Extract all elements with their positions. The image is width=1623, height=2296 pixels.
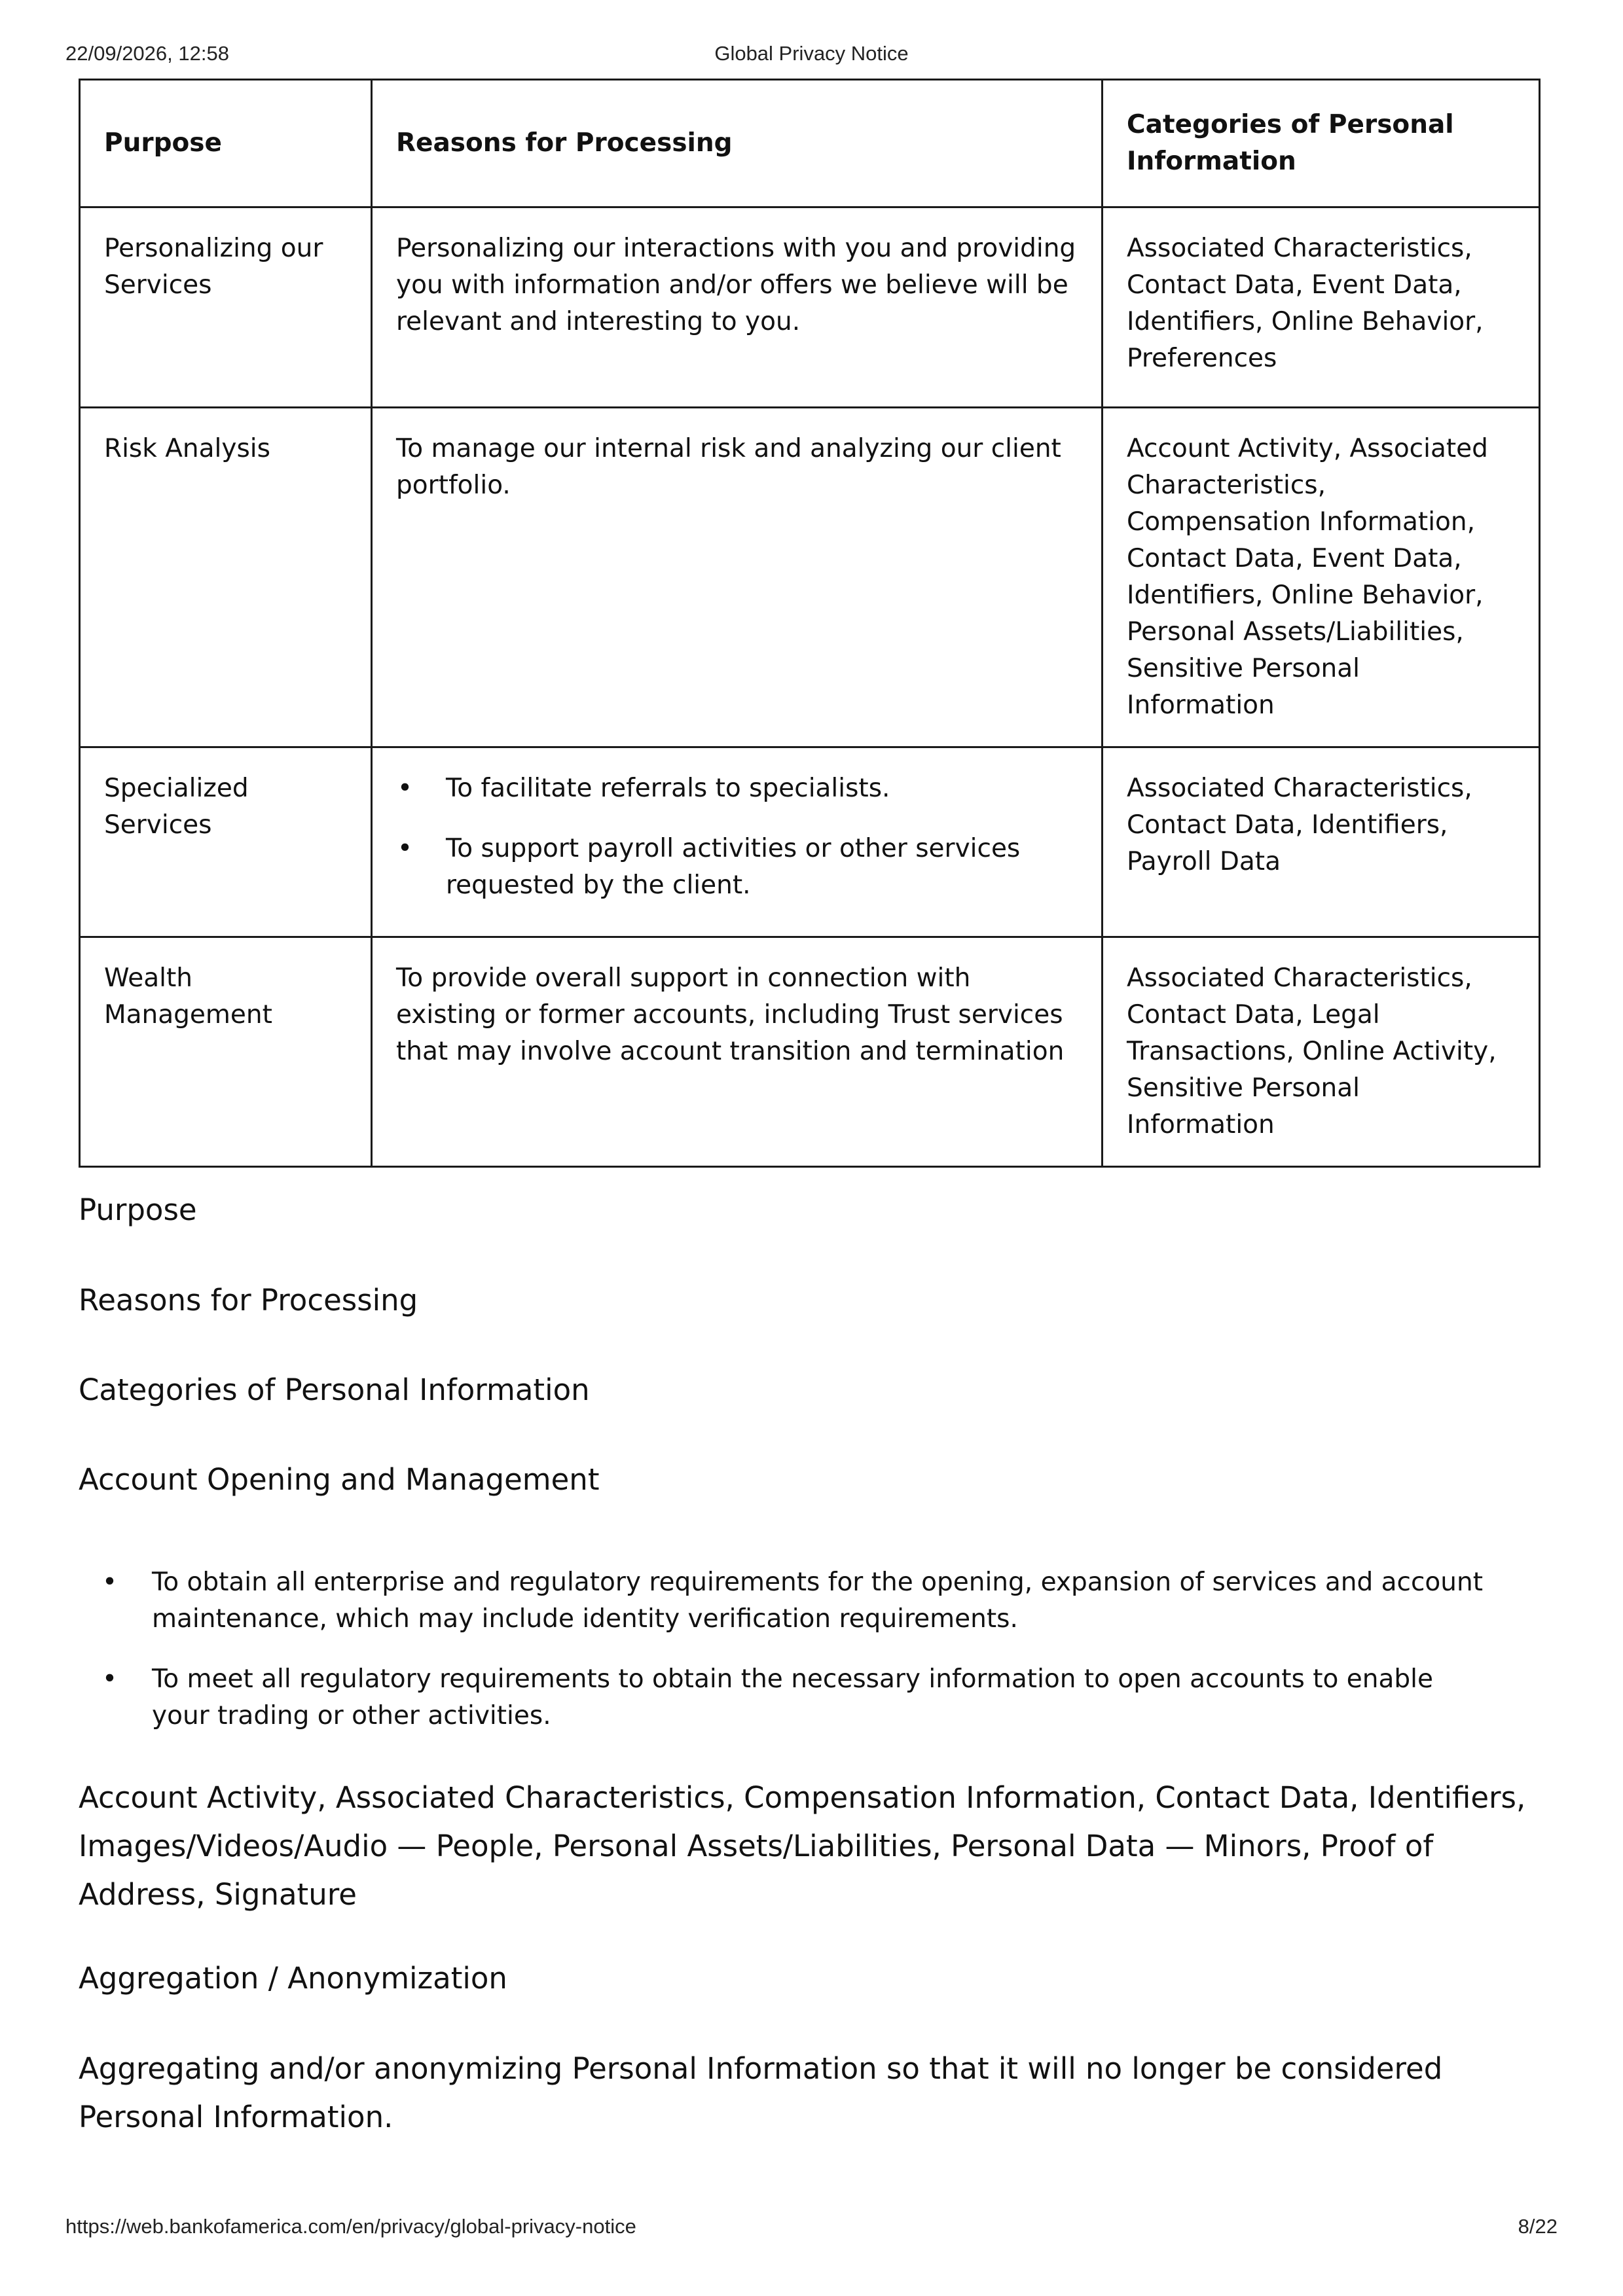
reasons-list	[396, 770, 1078, 904]
table-row	[80, 408, 1540, 747]
aggregation-text: Aggregating and/or anonymizing Personal Information so that it will no longer be considered Personal Information.	[79, 2051, 1443, 2134]
table-header-row	[80, 80, 1540, 207]
print-page-title: Global Privacy Notice	[714, 42, 909, 65]
categories-cell: Associated Characteristics, Contact Data, Legal Transactions, Online Activity, Sensitive Personal Information	[1103, 937, 1540, 1167]
account-reasons-list	[79, 1564, 1493, 1758]
column-header-purpose: Purpose	[80, 80, 372, 207]
aggregation-title: Aggregation / Anonymization	[79, 1961, 507, 1996]
list-item: • To meet all regulatory requirements to obtain the necessary information to open accounts to enable your trading or other activities.	[79, 1661, 1493, 1734]
purpose-cell: Risk Analysis	[80, 408, 372, 747]
list-item: • To facilitate referrals to specialists.	[422, 770, 1078, 807]
mobile-label-reasons: Reasons for Processing	[79, 1283, 418, 1318]
purpose-cell: Wealth Management	[80, 937, 372, 1167]
table-row	[80, 207, 1540, 408]
table-row	[80, 747, 1540, 937]
reasons-cell	[372, 747, 1103, 937]
page-url: https://web.bankofamerica.com/en/privacy/global-privacy-notice	[65, 2215, 636, 2238]
reasons-cell: To provide overall support in connection with existing or former accounts, including Trust services that may involve account transition and termination	[372, 937, 1103, 1167]
table-row	[80, 937, 1540, 1167]
list-item: • To support payroll activities or other services requested by the client.	[422, 831, 1078, 904]
reasons-cell: Personalizing our interactions with you and providing you with information and/or offers we believe will be relevant and interesting to you.	[372, 207, 1103, 408]
categories-cell: Associated Characteristics, Contact Data, Event Data, Identifiers, Online Behavior, Preferences	[1103, 207, 1540, 408]
print-footer	[65, 2215, 1558, 2241]
categories-cell: Account Activity, Associated Characteristics, Compensation Information, Contact Data, Event Data, Identifiers, Online Behavior, Personal Assets/Liabilities, Sensitive Personal Information	[1103, 408, 1540, 747]
print-datetime: 22/09/2026, 12:58	[65, 42, 229, 65]
purpose-cell: Personalizing our Services	[80, 207, 372, 408]
mobile-label-purpose: Purpose	[79, 1193, 197, 1227]
column-header-categories: Categories of Personal Information	[1103, 80, 1540, 207]
categories-cell: Associated Characteristics, Contact Data, Identifiers, Payroll Data	[1103, 747, 1540, 937]
list-item: • To obtain all enterprise and regulatory requirements for the opening, expansion of services and account maintenance, which may include identity verification requirements.	[79, 1564, 1493, 1638]
page-number: 8/22	[1518, 2215, 1558, 2238]
account-opening-title: Account Opening and Management	[79, 1462, 600, 1497]
privacy-purposes-table	[79, 79, 1541, 1168]
mobile-label-categories: Categories of Personal Information	[79, 1372, 590, 1407]
column-header-reasons: Reasons for Processing	[372, 80, 1103, 207]
reasons-cell: To manage our internal risk and analyzing our client portfolio.	[372, 408, 1103, 747]
account-categories-text: Account Activity, Associated Characteristics, Compensation Information, Contact Data, Identifiers, Images/Videos/Audio — People, Personal Assets/Liabilities, Personal Data — Minors, Proof of Address, Signature	[79, 1780, 1526, 1912]
print-header	[65, 42, 1558, 68]
purpose-cell: Specialized Services	[80, 747, 372, 937]
